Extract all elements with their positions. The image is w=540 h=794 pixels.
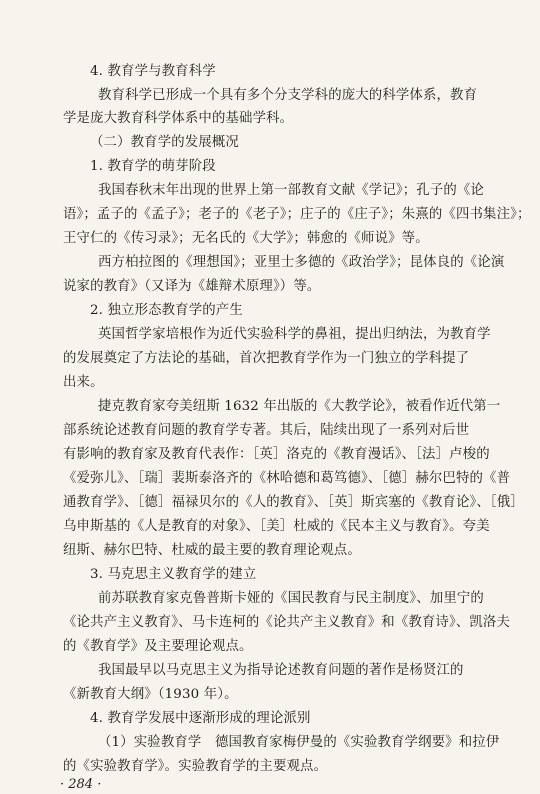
subsection-heading: 2. 独立形态教育学的产生 <box>90 303 243 318</box>
subsection-heading: 4. 教育学发展中逐渐形成的理论派别 <box>90 711 311 726</box>
paragraph-line: 通教育学》、［德］福禄贝尔的《人的教育》、［英］斯宾塞的《教育论》、［俄］ <box>63 495 524 510</box>
paragraph-line: 学是庞大教育科学体系中的基础学科。 <box>63 111 294 126</box>
paragraph-line: 的《教育学》及主要理论观点。 <box>63 639 253 654</box>
paragraph-line: 前苏联教育家克鲁普斯卡娅的《国民教育与民主制度》、加里宁的 <box>98 591 484 606</box>
paragraph-line: 教育科学已形成一个具有多个分支学科的庞大的科学体系，教育 <box>98 88 478 103</box>
paragraph-line: 英国哲学家培根作为近代实验科学的鼻祖，提出归纳法，为教育学 <box>98 327 491 342</box>
paragraph-line: （1）实验教育学 德国教育家梅伊曼的《实验教育学纲要》和拉伊 <box>98 735 500 750</box>
paragraph-line: 西方柏拉图的《理想国》；亚里士多德的《政治学》；昆体良的《论演 <box>98 255 505 270</box>
paragraph-line: 语》；孟子的《孟子》；老子的《老子》；庄子的《庄子》；朱熹的《四书集注》； <box>63 207 531 222</box>
paragraph-line: 捷克教育家夸美纽斯 1632 年出版的《大教学论》，被看作近代第一 <box>98 399 501 414</box>
subsection-heading: 1. 教育学的萌芽阶段 <box>90 159 216 174</box>
page-number: · 284 · <box>60 777 102 792</box>
paragraph-line: 的《实验教育学》。实验教育学的主要观点。 <box>63 759 328 774</box>
paragraph-line: 说家的教育》（又译为《雄辩术原理》）等。 <box>63 279 321 294</box>
paragraph-line: 《论共产主义教育》、马卡连柯的《论共产主义教育》和《教育诗》、凯洛夫 <box>63 615 510 630</box>
section-heading: （二）教育学的发展概况 <box>90 135 239 150</box>
paragraph-line: 我国春秋末年出现的世界上第一部教育文献《学记》；孔子的《论 <box>98 183 484 198</box>
heading-education-science: 4. 教育学与教育科学 <box>90 64 216 79</box>
paragraph-line: 部系统论述教育问题的教育学专著。其后，陆续出现了一系列对后世 <box>63 423 470 438</box>
paragraph-line: 《爱弥儿》、［瑞］裴斯泰洛齐的《林哈德和葛笃德》、［德］赫尔巴特的《普 <box>63 471 511 486</box>
paragraph-line: 出来。 <box>63 375 104 390</box>
paragraph-line: 的发展奠定了方法论的基础，首次把教育学作为一门独立的学科提了 <box>63 351 470 366</box>
paragraph-line: 王守仁的《传习录》；无名氏的《大学》；韩愈的《师说》等。 <box>63 231 429 246</box>
paragraph-line: 《新教育大纲》（1930 年）。 <box>63 687 238 702</box>
paragraph-line: 乌申斯基的《人是教育的对象》、［美］杜威的《民本主义与教育》。夸美 <box>63 519 490 534</box>
paragraph-line: 有影响的教育家及教育代表作：［英］洛克的《教育漫话》、［法］卢梭的 <box>63 447 490 462</box>
paragraph-line: 纽斯、赫尔巴特、杜威的最主要的教育理论观点。 <box>63 543 361 558</box>
subsection-heading: 3. 马克思主义教育学的建立 <box>90 567 257 582</box>
paragraph-line: 我国最早以马克思主义为指导论述教育问题的著作是杨贤江的 <box>98 663 464 678</box>
